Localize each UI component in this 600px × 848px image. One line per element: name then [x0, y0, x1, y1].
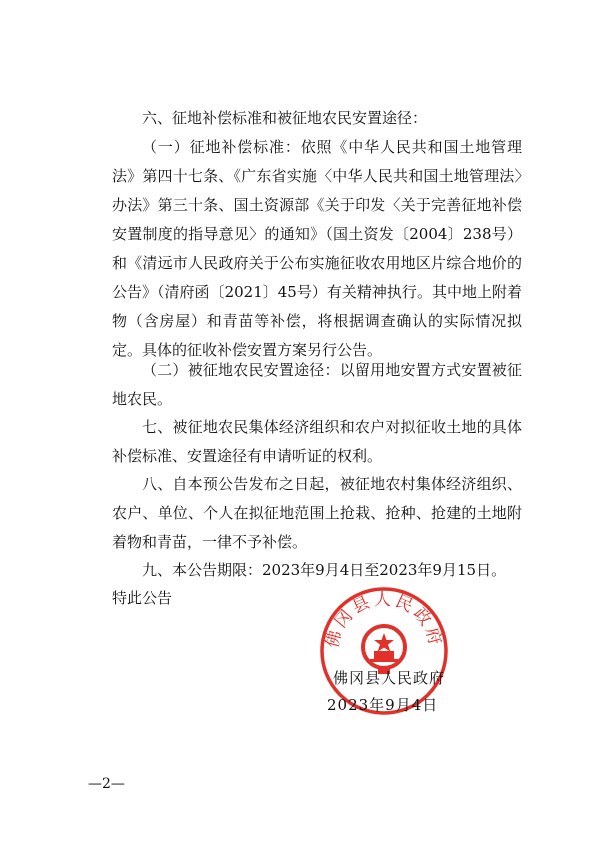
compensation-standard-paragraph: （一）征地补偿标准：依照《中华人民共和国土地管理法》第四十七条、《广东省实施〈中华人民共和国土地管理法〉办法》第三十条、国土资源部《关于印发〈关于完善征地补偿安置制度的指导意见〉的通知》（国土资发〔2004〕238号）和《清远市人民政府关于公布实施征收农用地区片综合地价的公告》（清府函〔2021〕45号）有关精神执行。其中地上附着物（含房屋）和青苗等补偿，将根据调查确认的实际情况拟定。具体的征收补偿安置方案另行公告。 — [112, 138, 522, 359]
page-number: —2— — [88, 776, 125, 792]
section-six-heading: 六、征地补偿标准和被征地农民安置途径： — [142, 109, 428, 127]
issue-date: 2023年9月4日 — [327, 696, 439, 714]
section-nine-paragraph: 九、本公告期限：2023年9月4日至2023年9月15日。 — [142, 561, 507, 579]
seal-text: 佛冈县人民政府 — [322, 590, 446, 650]
resettlement-paragraph: （二）被征地农民安置途径：以留用地安置方式安置被征地农民。 — [112, 361, 522, 408]
section-seven-paragraph: 七、被征地农民集体经济组织和农户对拟征收土地的具体补偿标准、安置途径有申请听证的权利。 — [112, 418, 522, 465]
closing-remark: 特此公告 — [112, 589, 173, 607]
issuing-authority: 佛冈县人民政府 — [333, 669, 446, 687]
section-eight-paragraph: 八、自本预公告发布之日起，被征地农村集体经济组织、农户、单位、个人在拟征地范围上抢栽、抢种、抢建的土地附着物和青苗，一律不予补偿。 — [112, 475, 522, 551]
